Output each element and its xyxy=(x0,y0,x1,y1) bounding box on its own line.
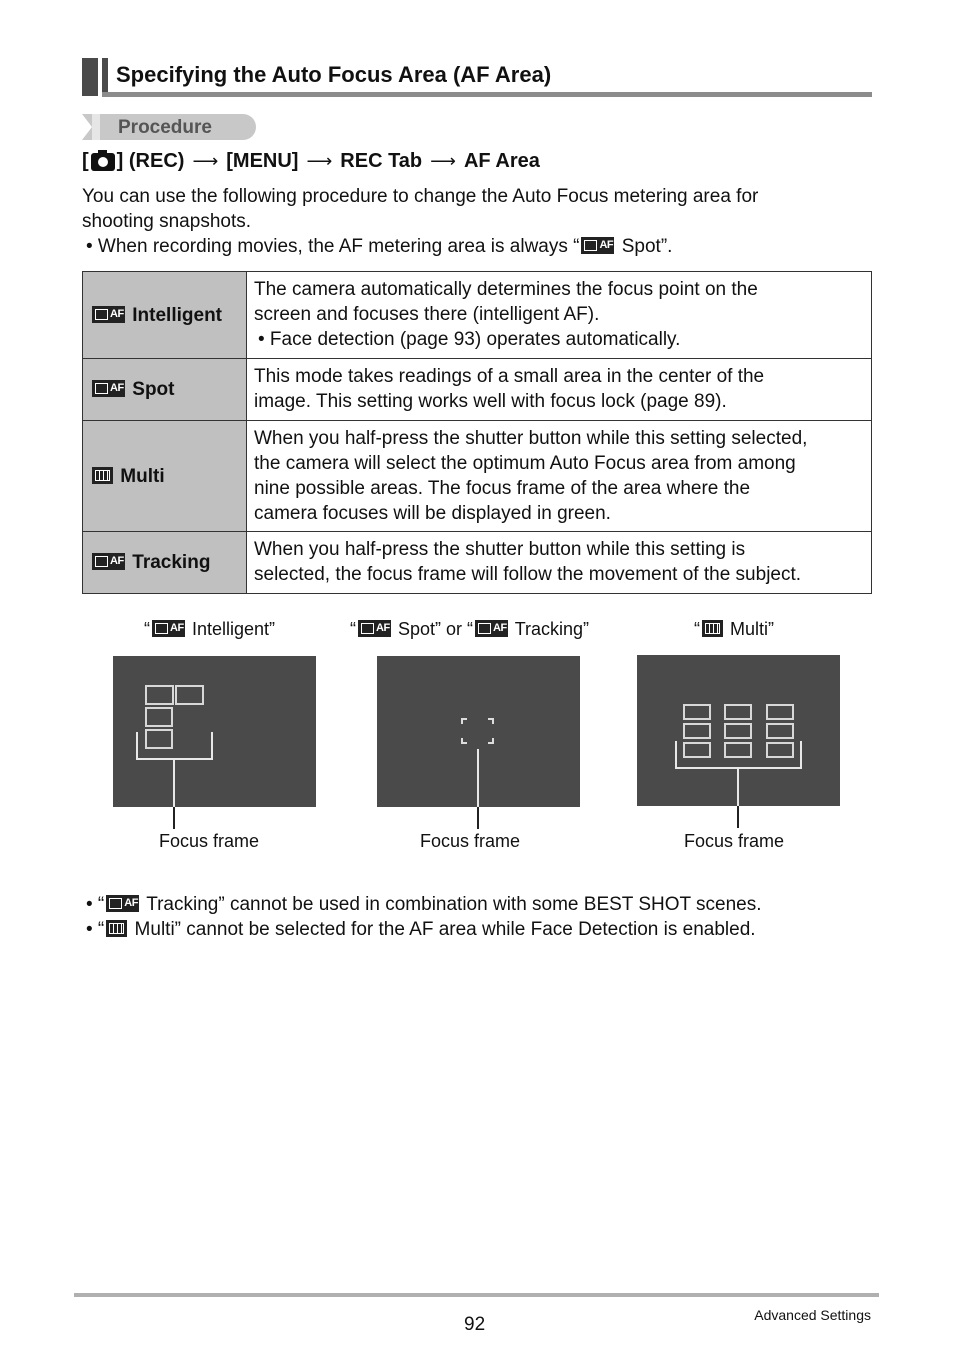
note-tracking xyxy=(86,892,762,917)
note-text: Spot”. xyxy=(616,236,673,257)
path-menu: [MENU] xyxy=(226,150,299,172)
callout-line xyxy=(477,749,479,807)
focus-box xyxy=(175,685,204,705)
caption-text: “ xyxy=(350,619,356,639)
mode-desc-cell xyxy=(247,421,872,532)
focus-box xyxy=(683,704,711,720)
focus-box xyxy=(724,704,752,720)
af-intelligent-icon: AF xyxy=(152,620,185,637)
focus-box xyxy=(683,723,711,739)
heading-underline xyxy=(102,92,872,97)
caption-text: Intelligent” xyxy=(187,619,276,639)
desc-line: The camera automatically determines the focus point on the xyxy=(254,279,758,300)
frame-bracket xyxy=(675,741,802,769)
desc-line: When you half-press the shutter button while this setting is xyxy=(254,539,746,560)
focus-corner xyxy=(488,738,494,744)
arrow-icon: ⟶ xyxy=(306,151,333,171)
mode-name: Multi xyxy=(120,465,165,487)
procedure-badge-accent xyxy=(92,114,100,140)
page-number: 92 xyxy=(464,1314,486,1335)
callout-line xyxy=(173,760,175,807)
focus-box xyxy=(145,707,173,727)
caption-text: Spot” or “ xyxy=(393,619,474,639)
frame-bracket xyxy=(136,732,213,760)
focus-box xyxy=(724,723,752,739)
intelligent-preview xyxy=(113,656,316,807)
desc-line: camera focuses will be displayed in green. xyxy=(254,502,611,524)
focus-frame-label: Focus frame xyxy=(159,831,260,851)
intro-line: shooting snapshots. xyxy=(82,211,252,232)
desc-line: selected, the focus frame will follow the movement of the subject. xyxy=(254,564,802,585)
mode-name-cell xyxy=(83,532,247,594)
caption-text: Tracking” xyxy=(510,619,590,639)
arrow-icon: ⟶ xyxy=(430,151,456,171)
focus-frame-label: Focus frame xyxy=(684,831,785,851)
caption-text: “ xyxy=(144,619,150,639)
table-row xyxy=(83,272,872,359)
callout-line xyxy=(173,807,175,829)
callout-line xyxy=(737,806,739,828)
af-tracking-icon: AF xyxy=(475,620,508,637)
mode-name: Intelligent xyxy=(132,304,223,326)
note-text: • “ xyxy=(86,919,105,940)
note-text: • “ xyxy=(86,894,105,915)
mode-name-cell xyxy=(83,272,247,359)
af-multi-icon xyxy=(92,467,113,484)
table-row xyxy=(83,532,872,594)
caption-text: Multi” xyxy=(725,619,774,639)
table-row xyxy=(83,421,872,532)
mode-desc-cell xyxy=(247,272,872,359)
procedure-badge xyxy=(82,114,256,140)
mode-name-cell xyxy=(83,359,247,421)
focus-corner xyxy=(461,738,467,744)
callout-line xyxy=(737,769,739,806)
spot-preview xyxy=(377,656,580,807)
mode-desc-cell xyxy=(247,532,872,594)
intro-line: You can use the following procedure to change the Auto Focus metering area for xyxy=(82,186,759,207)
menu-path xyxy=(82,150,540,173)
multi-preview xyxy=(637,655,840,806)
desc-line: When you half-press the shutter button while this setting selected, xyxy=(254,427,808,449)
focus-frame-label: Focus frame xyxy=(420,831,521,851)
path-af-area: AF Area xyxy=(463,150,540,172)
mode-name: Tracking xyxy=(132,552,211,573)
page-title: Specifying the Auto Focus Area (AF Area) xyxy=(116,62,552,87)
desc-line: image. This setting works well with focus lock (page 89). xyxy=(254,391,727,412)
focus-corner xyxy=(461,718,467,724)
focus-corner xyxy=(488,718,494,724)
note-text: Multi” cannot be selected for the AF area while Face Detection is enabled. xyxy=(129,919,756,940)
callout-line xyxy=(477,807,479,829)
section-name: Advanced Settings xyxy=(754,1307,871,1323)
focus-box xyxy=(145,685,174,705)
mode-desc-cell xyxy=(247,359,872,421)
desc-bullet: • Face detection (page 93) operates automatically. xyxy=(258,329,681,350)
note-text: • When recording movies, the AF metering area is always “ xyxy=(86,236,580,257)
caption-multi xyxy=(694,619,774,640)
bracket-close: ] xyxy=(116,150,129,172)
footer-rule xyxy=(74,1293,879,1297)
path-rec-tab: REC Tab xyxy=(340,150,423,172)
desc-line: the camera will select the optimum Auto Focus area from among xyxy=(254,452,796,474)
af-tracking-icon: AF xyxy=(106,895,139,912)
arrow-icon: ⟶ xyxy=(192,151,219,171)
path-rec: (REC) xyxy=(128,150,185,172)
caption-text: “ xyxy=(694,619,700,639)
note-text: Tracking” cannot be used in combination with some BEST SHOT scenes. xyxy=(141,894,762,915)
note-multi xyxy=(86,917,756,942)
table-row xyxy=(83,359,872,421)
procedure-label: Procedure xyxy=(118,117,212,138)
desc-line: screen and focuses there (intelligent AF). xyxy=(254,304,600,325)
heading-bar xyxy=(82,58,98,96)
focus-box xyxy=(766,704,794,720)
af-mode-table xyxy=(82,271,872,594)
af-multi-icon xyxy=(106,920,127,937)
section-heading xyxy=(82,58,872,98)
mode-name-cell xyxy=(83,421,247,532)
caption-spot-tracking xyxy=(350,619,589,640)
heading-bar xyxy=(102,58,108,96)
caption-intelligent xyxy=(144,619,275,640)
mode-name: Spot xyxy=(132,379,175,400)
af-multi-icon xyxy=(702,620,723,637)
intro-note xyxy=(86,234,672,259)
desc-line: This mode takes readings of a small area in the center of the xyxy=(254,366,765,387)
desc-line: nine possible areas. The focus frame of the area where the xyxy=(254,477,751,499)
focus-box xyxy=(766,723,794,739)
af-spot-icon: AF xyxy=(358,620,391,637)
af-spot-icon: AF xyxy=(581,237,614,254)
af-tracking-icon: AF xyxy=(92,553,125,570)
camera-icon xyxy=(91,153,115,171)
procedure-badge-notch xyxy=(82,114,92,140)
af-intelligent-icon: AF xyxy=(92,306,125,323)
af-spot-icon: AF xyxy=(92,380,125,397)
bracket-open: [ xyxy=(82,150,89,172)
